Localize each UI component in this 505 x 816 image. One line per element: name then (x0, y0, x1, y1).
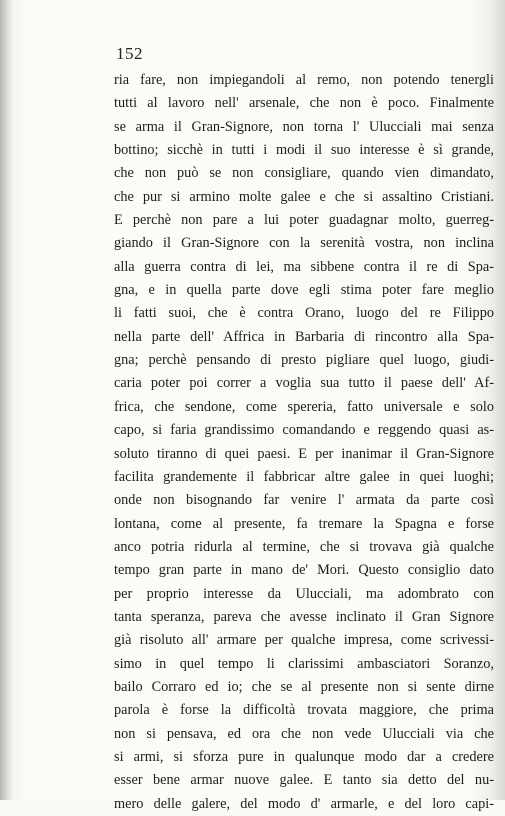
text-line: caria poter poi correr a voglia sua tutto il paese dell' Af- (114, 375, 494, 392)
text-line: simo in quel tempo li clarissimi ambasciatori Soranzo, (114, 655, 494, 672)
text-line: bottino; sicchè in tutti i modi il suo interesse è sì grande, (114, 142, 494, 159)
text-line: E perchè non pare a lui poter guadagnar molto, guerreg- (114, 212, 494, 229)
text-line: gna; perchè pensando di presto pigliare quel luogo, giudi- (114, 352, 494, 369)
text-line: esser bene armar nuove galee. E tanto sia detto del nu- (114, 772, 494, 789)
text-line: gna, e in quella parte dove egli stima poter fare meglio (114, 282, 494, 299)
text-line: che non può se non consigliare, quando vien dimandato, (114, 165, 494, 182)
text-line: che pur si armino molte galee e che si assaltino Cristiani. (114, 188, 494, 205)
text-line: facilita grandemente il fabbricar altre galee in quei luoghi; (114, 468, 494, 485)
text-line: se arma il Gran-Signore, non torna l' Ulucciali mai senza (114, 118, 494, 135)
page-number: 152 (116, 44, 143, 63)
text-line: soluto tiranno di quei paesi. E per inanimar il Gran-Signore (114, 445, 494, 462)
text-line: alla guerra contra di lei, ma sibbene contra il re di Spa- (114, 258, 494, 275)
text-line: bailo Corraro ed io; che se al presente non si sente dirne (114, 678, 494, 695)
text-line: tanta speranza, pareva che avesse inclinato il Gran Signore (114, 608, 494, 625)
body-text (114, 69, 494, 816)
text-line: li fatti suoi, che è contra Orano, luogo del re Filippo (114, 305, 494, 322)
text-line: anco potria ridurla al termine, che si trovava già qualche (114, 538, 494, 555)
text-line: parola è forse la difficoltà trovata maggiore, che prima (114, 702, 494, 719)
text-line: tempo gran parte in mano de' Mori. Questo consiglio dato (114, 562, 494, 579)
text-line: tutti al lavoro nell' arsenale, che non è poco. Finalmente (114, 95, 494, 112)
text-line: ria fare, non impiegandoli al remo, non potendo tenergli (114, 72, 494, 88)
text-line: giando il Gran-Signore con la serenità vostra, non inclina (114, 235, 494, 252)
text-line: nella parte dell' Affrica in Barbaria di rincontro alla Spa- (114, 328, 494, 345)
text-line: già risoluto all' armare per qualche impresa, come scrivessi- (114, 632, 494, 649)
text-line: capo, si faria grandissimo comandando e reggendo quasi as- (114, 422, 494, 439)
text-line: frica, che sendone, come spereria, fatto universale e solo (114, 398, 494, 415)
binding-shadow (0, 0, 14, 800)
text-line: mero delle galere, del modo d' armarle, e del loro capi- (114, 795, 494, 812)
text-line: si armi, si sforza pure in qualunque modo dar a credere (114, 748, 494, 765)
text-line: non si pensava, ed ora che non vede Ulucciali via che (114, 725, 494, 742)
text-line: onde non bisognando far venire l' armata da parte così (114, 492, 494, 509)
text-line: lontana, come al presente, fa tremare la Spagna e forse (114, 515, 494, 532)
text-line: per proprio interesse da Ulucciali, ma adombrato con (114, 585, 494, 602)
